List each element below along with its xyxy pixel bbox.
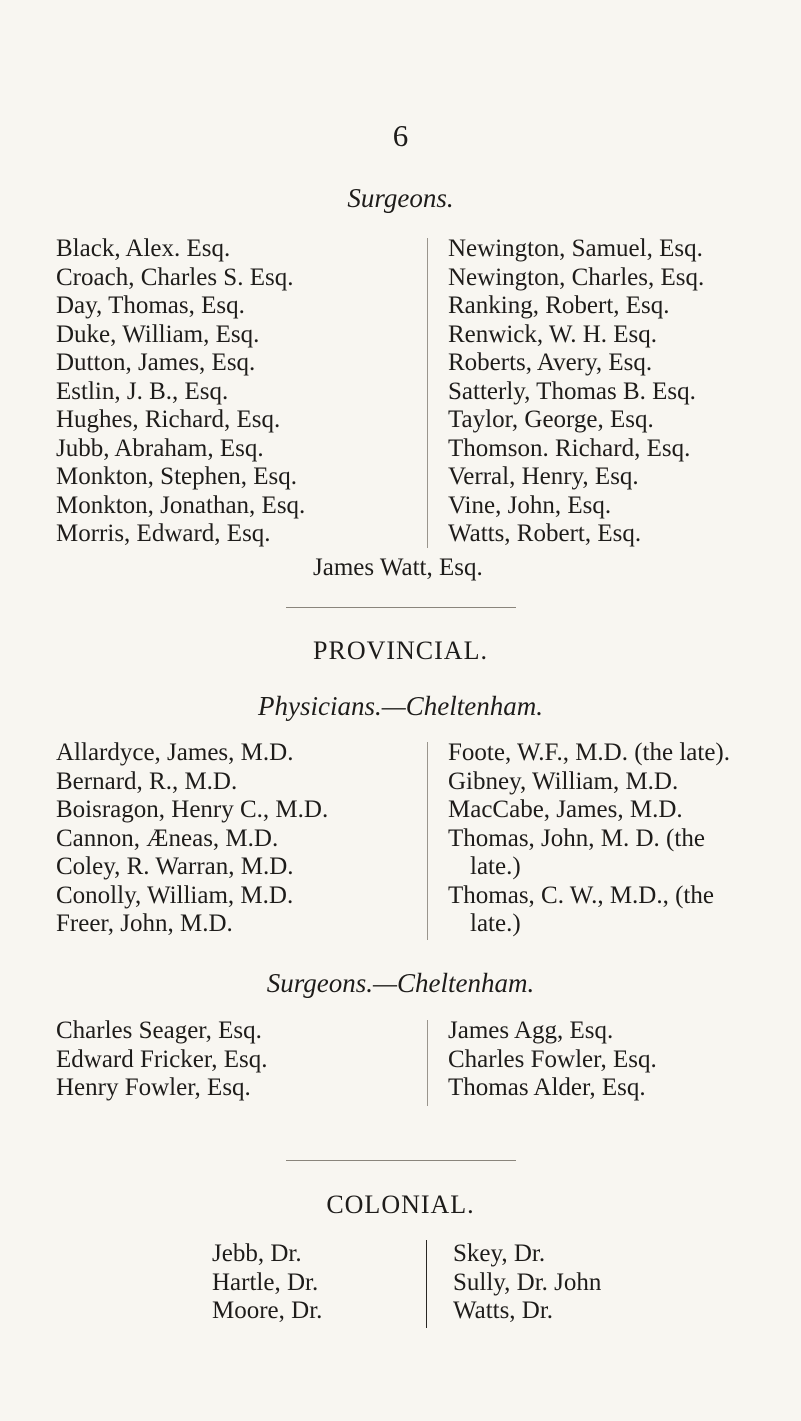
column-divider (426, 1240, 427, 1328)
list-item: Roberts, Avery, Esq. (448, 349, 653, 376)
list-item: Freer, John, M.D. (56, 910, 233, 937)
list-item: Monkton, Stephen, Esq. (56, 463, 297, 490)
section-rule (286, 607, 516, 608)
list-item: Taylor, George, Esq. (448, 406, 654, 433)
list-item: Duke, William, Esq. (56, 320, 260, 348)
list-item: Verral, Henry, Esq. (448, 463, 639, 490)
provincial-surgeons-left-column (56, 1017, 267, 1103)
list-item: James Agg, Esq. (448, 1017, 614, 1044)
list-item: Watts, Dr. (453, 1297, 554, 1324)
list-item: Croach, Charles S. Esq. (56, 263, 294, 291)
list-item: Skey, Dr. (453, 1240, 546, 1267)
list-item: Newington, Charles, Esq. (448, 263, 705, 291)
column-divider (427, 742, 428, 940)
list-item: Bernard, R., M.D. (56, 767, 238, 795)
list-item: Vine, John, Esq. (448, 491, 612, 519)
list-item: Charles Seager, Esq. (56, 1017, 262, 1044)
list-item: Ranking, Robert, Esq. (448, 292, 670, 319)
list-item: late.) (470, 853, 521, 880)
list-item: Watts, Robert, Esq. (448, 520, 642, 547)
list-item: Cannon, Æneas, M.D. (56, 824, 279, 852)
list-item: Estlin, J. B., Esq. (56, 377, 229, 405)
list-item: Allardyce, James, M.D. (56, 739, 294, 766)
list-item: Jebb, Dr. (212, 1240, 302, 1267)
provincial-surgeons-right-column (448, 1017, 657, 1103)
list-item: Edward Fricker, Esq. (56, 1045, 268, 1073)
list-item: Renwick, W. H. Esq. (448, 320, 658, 348)
surgeons-right-column (448, 235, 704, 549)
list-item: Dutton, James, Esq. (56, 349, 256, 376)
provincial-heading: PROVINCIAL. (313, 636, 488, 665)
list-item: Black, Alex. Esq. (56, 235, 231, 262)
list-item: Monkton, Jonathan, Esq. (56, 491, 306, 519)
list-item: Jubb, Abraham, Esq. (56, 434, 264, 462)
list-item: Foote, W.F., M.D. (the late). (448, 739, 731, 766)
list-item: Newington, Samuel, Esq. (448, 235, 703, 262)
list-item: late.) (470, 910, 521, 937)
physicians-cheltenham-heading: Physicians.—Cheltenham. (258, 691, 543, 721)
surgeons-footer-entry: James Watt, Esq. (313, 554, 483, 581)
list-item: Day, Thomas, Esq. (56, 292, 245, 319)
list-item: Hughes, Richard, Esq. (56, 406, 281, 433)
page-number: 6 (392, 118, 409, 153)
column-divider (427, 238, 428, 548)
physicians-right-column (448, 739, 730, 939)
list-item: Thomas Alder, Esq. (448, 1074, 646, 1101)
list-item: Coley, R. Warran, M.D. (56, 853, 294, 880)
section-rule (286, 1160, 516, 1161)
colonial-heading: COLONIAL. (326, 1190, 475, 1219)
list-item: Conolly, William, M.D. (56, 881, 294, 909)
list-item: Charles Fowler, Esq. (448, 1045, 657, 1073)
list-item: Henry Fowler, Esq. (56, 1074, 251, 1101)
list-item: Moore, Dr. (212, 1297, 323, 1324)
list-item: Satterly, Thomas B. Esq. (448, 377, 696, 405)
list-item: Thomas, C. W., M.D., (the (448, 881, 714, 909)
list-item: Hartle, Dr. (212, 1268, 319, 1296)
colonial-left-column (212, 1240, 322, 1326)
list-item: Thomson. Richard, Esq. (448, 434, 691, 462)
surgeons-heading: Surgeons. (347, 183, 454, 213)
list-item: Gibney, William, M.D. (448, 767, 679, 795)
surgeons-left-column (56, 235, 305, 549)
list-item: Boisragon, Henry C., M.D. (56, 796, 329, 823)
colonial-right-column (453, 1240, 601, 1326)
list-item: MacCabe, James, M.D. (448, 796, 683, 823)
column-divider (427, 1020, 428, 1106)
list-item: Morris, Edward, Esq. (56, 520, 271, 547)
surgeons-cheltenham-heading: Surgeons.—Cheltenham. (266, 968, 535, 998)
list-item: Sully, Dr. John (453, 1268, 602, 1296)
physicians-left-column (56, 739, 328, 939)
list-item: Thomas, John, M. D. (the (448, 824, 705, 852)
